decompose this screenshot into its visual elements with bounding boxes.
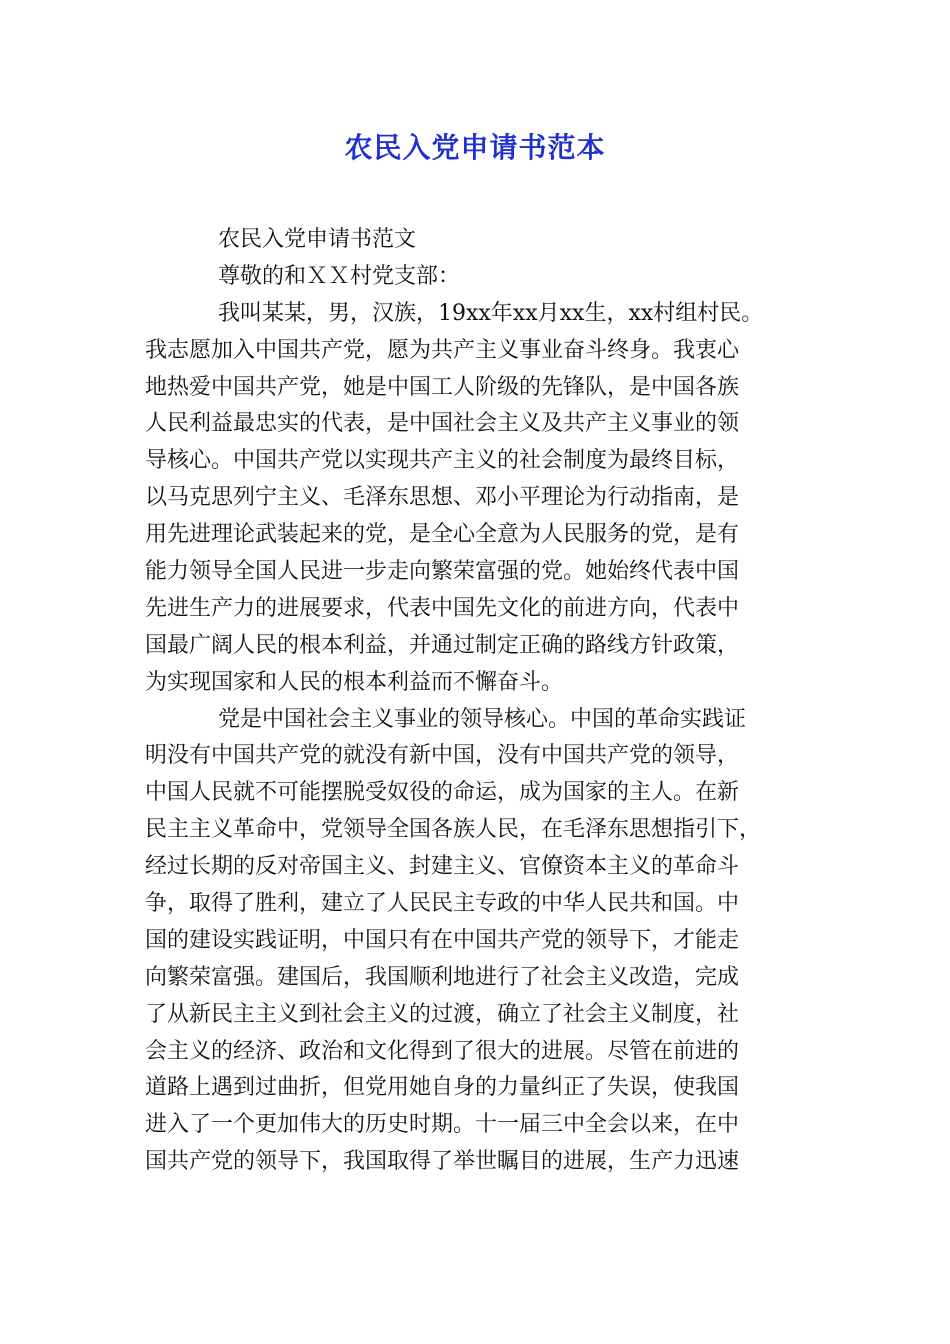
paragraph-line: 民主主义革命中，党领导全国各族人民，在毛泽东思想指引下， <box>145 817 762 843</box>
document-title: 农民入党申请书范本 <box>344 131 606 164</box>
paragraph-line: 党是中国社会主义事业的领导核心。中国的革命实践证 <box>218 706 747 732</box>
paragraph-line: 地热爱中国共产党，她是中国工人阶级的先锋队，是中国各族 <box>145 374 740 400</box>
paragraph-line: 国的建设实践证明，中国只有在中国共产党的领导下，才能走 <box>145 927 740 953</box>
paragraph-line: 明没有中国共产党的就没有新中国，没有中国共产党的领导， <box>145 743 740 769</box>
paragraph-line: 争，取得了胜利，建立了人民民主专政的中华人民共和国。中 <box>145 891 740 917</box>
paragraph-line: 国共产党的领导下，我国取得了举世瞩目的进展，生产力迅速 <box>145 1149 740 1175</box>
paragraph-line: 导核心。中国共产党以实现共产主义的社会制度为最终目标， <box>145 448 740 474</box>
salutation-line: 尊敬的和ＸＸ村党支部： <box>218 263 461 289</box>
paragraph-line: 为实现国家和人民的根本利益而不懈奋斗。 <box>145 669 564 695</box>
paragraph-line: 人民利益最忠实的代表，是中国社会主义及共产主义事业的领 <box>145 411 740 437</box>
paragraph-line: 经过长期的反对帝国主义、封建主义、官僚资本主义的革命斗 <box>145 854 740 880</box>
paragraph-line: 道路上遇到过曲折，但党用她自身的力量纠正了失误，使我国 <box>145 1075 740 1101</box>
paragraph-line: 我叫某某，男，汉族，19xx年xx月xx生，xx村组村民。 <box>218 300 764 326</box>
paragraph-line: 我志愿加入中国共产党，愿为共产主义事业奋斗终身。我衷心 <box>145 337 740 363</box>
paragraph-line: 先进生产力的进展要求，代表中国先文化的前进方向，代表中 <box>145 595 740 621</box>
paragraph-line: 中国人民就不可能摆脱受奴役的命运，成为国家的主人。在新 <box>145 780 740 806</box>
heading-line: 农民入党申请书范文 <box>218 227 417 252</box>
paragraph-line: 能力领导全国人民进一步走向繁荣富强的党。她始终代表中国 <box>145 559 740 585</box>
paragraph-line: 向繁荣富强。建国后，我国顺利地进行了社会主义改造，完成 <box>145 964 740 990</box>
paragraph-line: 进入了一个更加伟大的历史时期。十一届三中全会以来，在中 <box>145 1112 740 1138</box>
paragraph-line: 用先进理论武装起来的党，是全心全意为人民服务的党，是有 <box>145 522 740 548</box>
paragraph-line: 以马克思列宁主义、毛泽东思想、邓小平理论为行动指南，是 <box>145 485 740 511</box>
document-body <box>145 222 805 1181</box>
paragraph-line: 国最广阔人民的根本利益，并通过制定正确的路线方针政策， <box>145 632 740 658</box>
paragraph-line: 了从新民主主义到社会主义的过渡，确立了社会主义制度，社 <box>145 1001 740 1027</box>
paragraph-line: 会主义的经济、政治和文化得到了很大的进展。尽管在前进的 <box>145 1038 740 1064</box>
